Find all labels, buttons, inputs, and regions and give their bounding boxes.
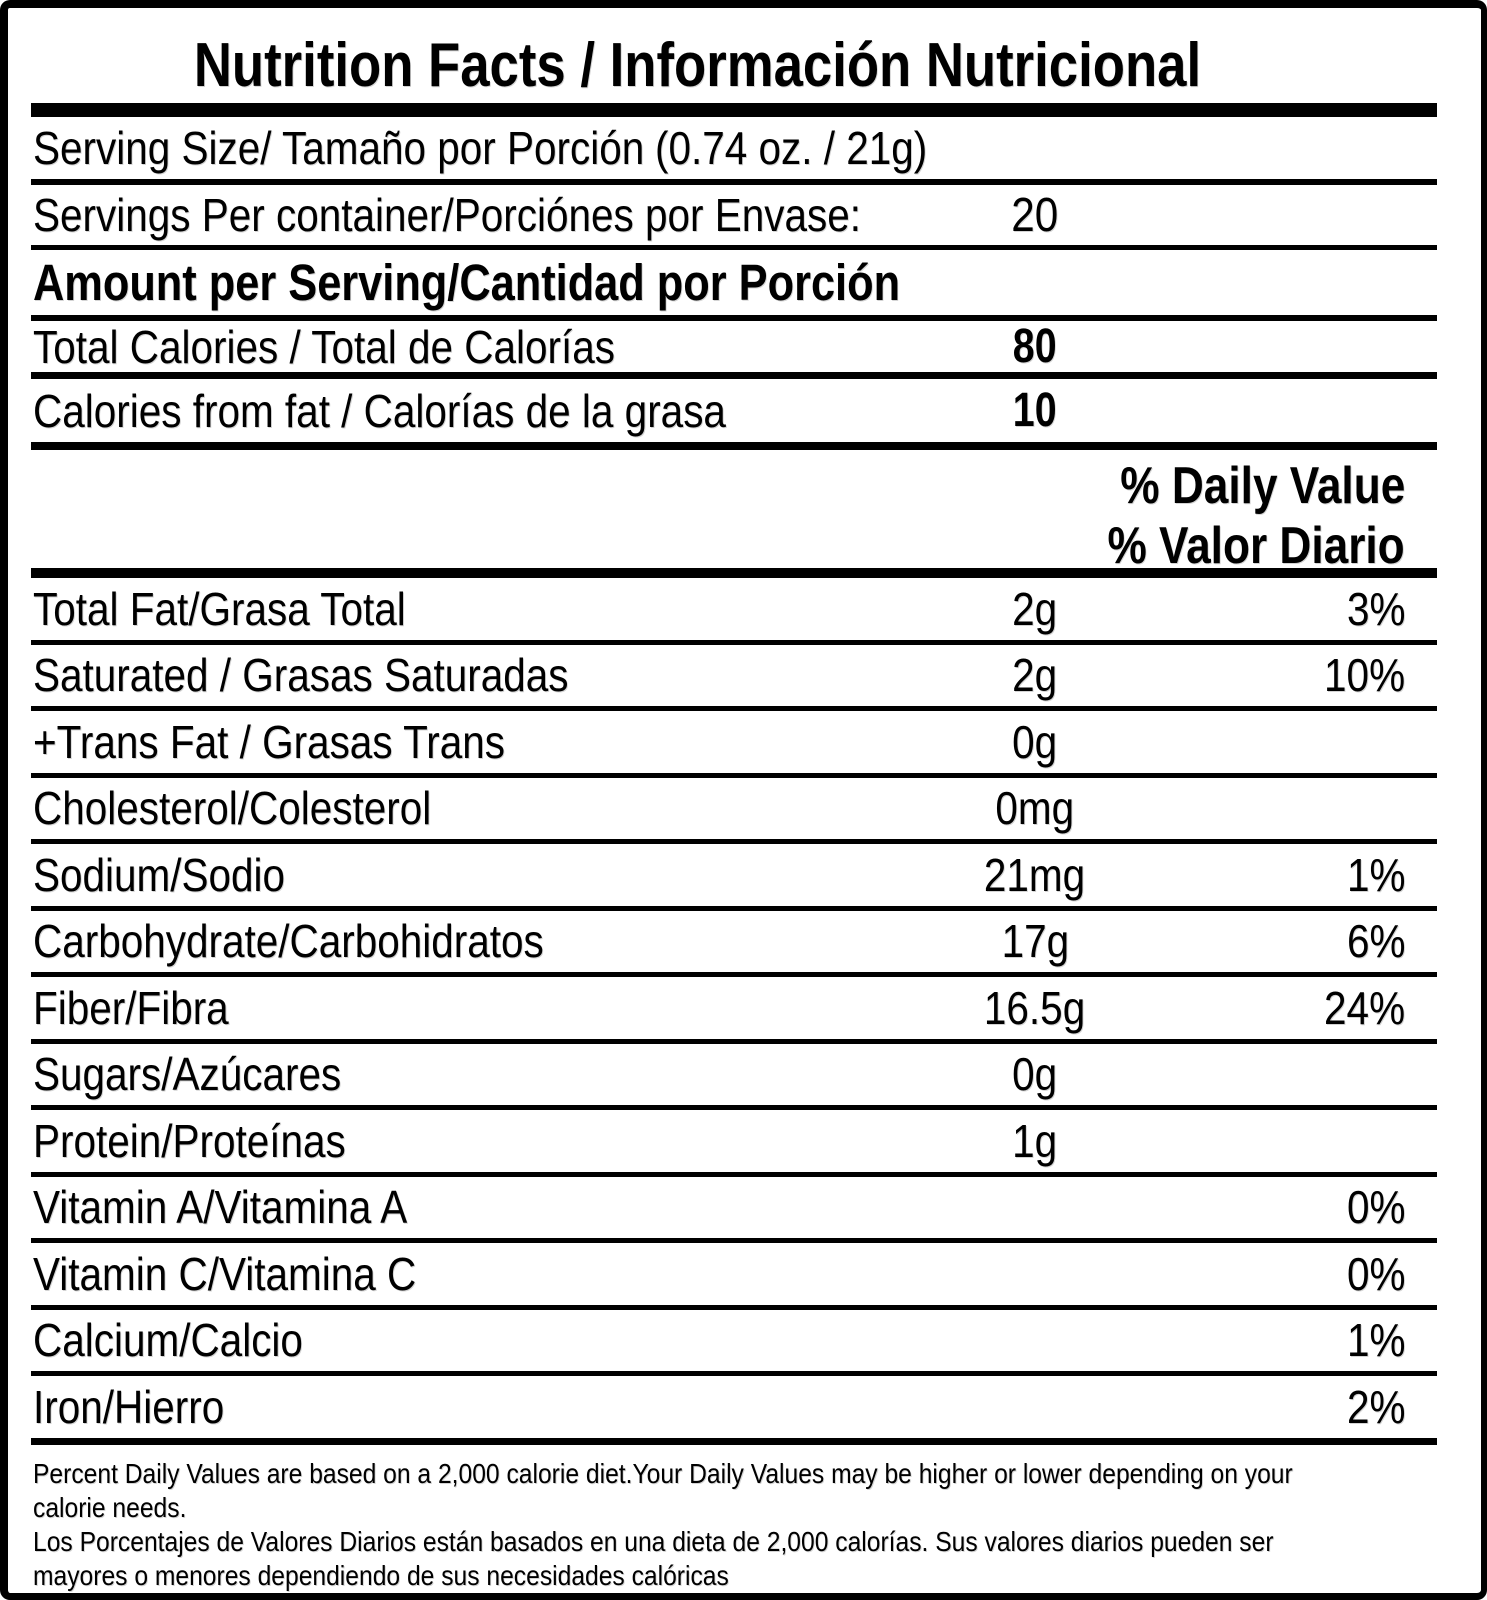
nutrient-amount-text: 1g [1012,1114,1058,1167]
nutrient-daily-value [1339,848,1405,902]
nutrient-daily-value-text: 0% [1346,1247,1405,1300]
nutrient-label: Sodium/Sodio [33,848,286,901]
nutrient-row-trans-fat [31,711,1437,778]
footnote-section [31,1445,1437,1593]
servings-per-container-label: Servings Per container/Porciónes por Envase: [33,189,862,241]
nutrient-row-protein [31,1110,1437,1177]
nutrient-amount-text: 17g [1001,915,1069,968]
total-calories-value [900,319,1170,374]
nutrient-amount [900,1180,1170,1234]
nutrient-daily-value [1339,582,1405,636]
serving-size-value [655,121,964,175]
nutrient-amount [900,1380,1170,1434]
nutrient-label: Total Fat/Grasa Total [33,582,406,635]
servings-per-container-row [31,185,1437,250]
total-calories-label: Total Calories / Total de Calorías [33,320,616,373]
total-calories-value-text: 80 [1013,320,1057,373]
title-separator-bar [31,103,1437,117]
nutrient-amount [900,914,1170,968]
calories-from-fat-value [900,383,1170,438]
nutrient-amount-text: 0g [1012,715,1058,768]
nutrient-daily-value-text: 2% [1346,1380,1405,1433]
nutrient-amount [900,781,1170,835]
amount-per-serving-row [31,250,1437,321]
nutrient-row-sugars [31,1044,1437,1111]
nutrient-amount [900,648,1170,702]
nutrient-daily-value [1339,1247,1405,1301]
nutrient-row-vitamin-a [31,1177,1437,1244]
nutrient-row-cholesterol [31,778,1437,845]
nutrient-daily-value [1313,981,1405,1035]
nutrient-row-sodium [31,844,1437,911]
footnote-es-line-1: Los Porcentajes de Valores Diarios están basados en una dieta de 2,000 calorías. Sus valores diarios pueden ser [33,1525,1274,1557]
nutrient-amount [900,715,1170,769]
nutrient-amount [900,848,1170,902]
nutrient-amount-text: 16.5g [984,981,1086,1034]
calories-from-fat-row [31,379,1437,450]
nutrient-amount [900,1313,1170,1367]
nutrient-label: Sugars/Azúcares [33,1048,342,1101]
nutrient-daily-value-text: 3% [1346,582,1405,635]
servings-per-container-value [900,188,1170,243]
daily-value-header-block [31,450,1437,578]
total-calories-row [31,321,1437,379]
serving-size-value-text: (0.74 oz. / 21g) [655,122,928,174]
nutrient-label: Vitamin A/Vitamina A [33,1181,408,1234]
nutrient-label: Cholesterol/Colesterol [33,782,432,835]
label-content [31,8,1437,1593]
nutrient-row-total-fat [31,578,1437,645]
nutrient-row-iron [31,1376,1437,1445]
nutrient-daily-value [1339,914,1405,968]
nutrient-amount-text: 0mg [995,782,1075,835]
nutrient-daily-value-text: 1% [1346,848,1405,901]
nutrient-daily-value-text: 24% [1323,981,1405,1034]
nutrient-label: Carbohydrate/Carbohidratos [33,915,544,968]
nutrient-amount [900,582,1170,636]
nutrient-daily-value [1339,1380,1405,1434]
nutrient-row-calcium [31,1310,1437,1377]
nutrient-daily-value-text: 10% [1323,649,1405,702]
daily-value-header-en: % Daily Value [1119,457,1405,515]
nutrient-daily-value-text: 1% [1346,1314,1405,1367]
footnote-es-line-2: mayores o menores dependiendo de sus necesidades calóricas [33,1559,729,1591]
nutrient-label: Calcium/Calcio [33,1314,303,1367]
footnote-en-line-1: Percent Daily Values are based on a 2,000 calorie diet.Your Daily Values may be higher or lower depending on your [33,1457,1293,1489]
nutrient-amount-text: 21mg [984,848,1086,901]
footnote-es [33,1525,1435,1593]
nutrient-amount-text: 0g [1012,1048,1058,1101]
nutrient-label: Fiber/Fibra [33,981,229,1034]
nutrient-label: +Trans Fat / Grasas Trans [33,715,506,768]
serving-size-row [31,117,1437,185]
nutrient-daily-value-text: 0% [1346,1181,1405,1234]
footnote-en-line-2: calorie needs. [33,1491,187,1523]
daily-value-header-es: % Valor Diario [1107,517,1405,575]
nutrient-row-carbohydrate [31,911,1437,978]
nutrient-daily-value-text: 6% [1346,915,1405,968]
title-row [31,8,1437,103]
nutrient-row-saturated-fat [31,645,1437,712]
nutrient-label: Iron/Hierro [33,1380,225,1433]
calories-from-fat-value-text: 10 [1013,384,1057,437]
footnote-en [33,1457,1435,1525]
amount-per-serving-header: Amount per Serving/Cantidad por Porción [33,254,901,311]
nutrient-label: Vitamin C/Vitamina C [33,1247,417,1300]
nutrient-row-fiber [31,977,1437,1044]
label-title: Nutrition Facts / Información Nutricional [193,31,1201,100]
nutrient-label: Protein/Proteínas [33,1114,346,1167]
nutrient-amount [900,1114,1170,1168]
nutrient-amount-text: 2g [1012,582,1058,635]
calories-from-fat-label: Calories from fat / Calorías de la grasa [33,384,726,437]
nutrient-row-vitamin-c [31,1243,1437,1310]
nutrient-label: Saturated / Grasas Saturadas [33,649,569,702]
nutrient-daily-value [1313,648,1405,702]
nutrient-amount [900,1047,1170,1101]
nutrient-amount-text: 2g [1012,649,1058,702]
servings-per-container-value-text: 20 [1011,188,1059,242]
nutrient-daily-value [1339,1180,1405,1234]
serving-size-label: Serving Size/ Tamaño por Porción [33,122,645,174]
nutrient-amount [900,1247,1170,1301]
nutrient-daily-value [1339,1313,1405,1367]
nutrient-amount [900,981,1170,1035]
